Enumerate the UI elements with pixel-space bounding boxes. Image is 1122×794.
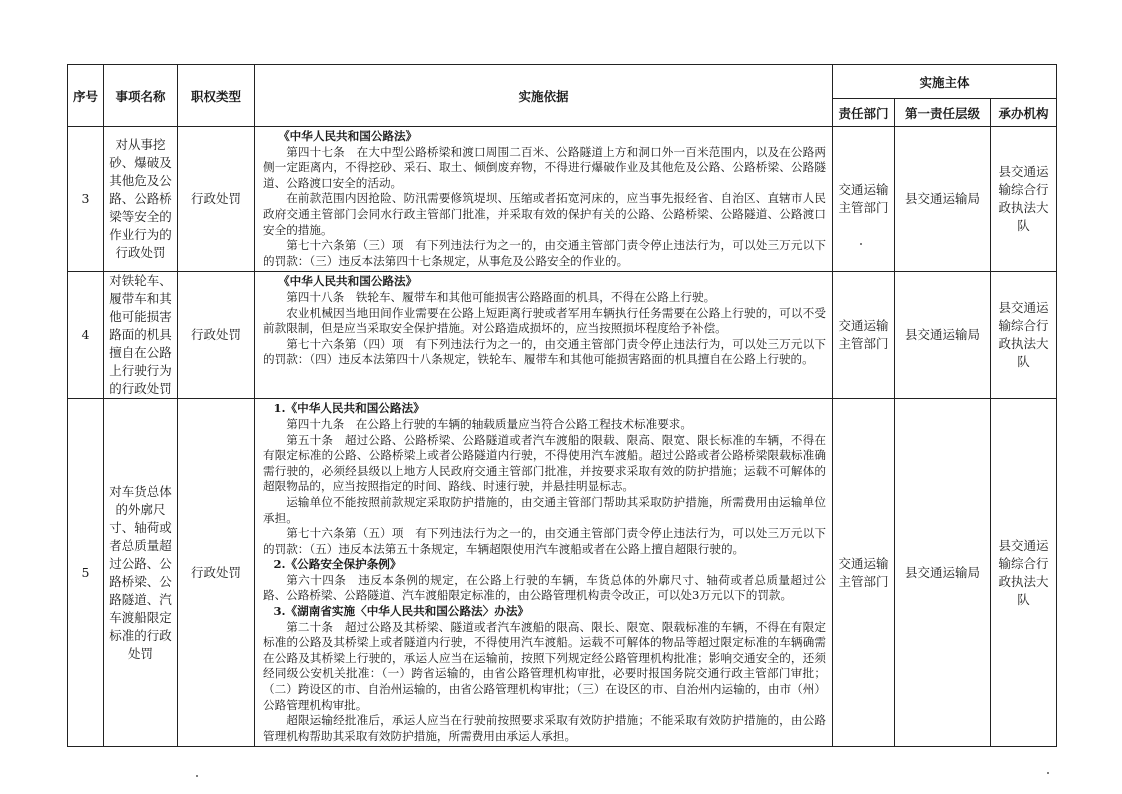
basis-paragraph: 第二十条 超过公路及其桥梁、隧道或者汽车渡船的限高、限长、限宽、限载标准的车辆，不得在有限定标准的公路及其桥梁上或者隧道内行驶，不得使用汽车渡船。运载不可解体的物品等超过限定标准的车辆确需在公路及其桥梁上行驶的，承运人应当在运输前，按照下列规定经公路管理机构批准；影响交通安全的，还须经同级公安机关批准：（一）跨省运输的，由省公路管理机构审批，必要时报国务院交通行政主管部门审批；（二）跨设区的市、自治州运输的，由省公路管理机构审批；（三）在设区的市、自治州内运输的，由市（州）公路管理机构审批。 (263, 619, 826, 712)
row-item-name: 对车货总体的外廓尺寸、轴荷或者总质量超过公路、公路桥梁、公路隧道、汽车渡船限定标准的行政处罚 (104, 399, 178, 747)
basis-law-title: 1.《中华人民共和国公路法》 (273, 401, 425, 416)
table-row (68, 127, 1057, 272)
row-seq: 5 (68, 399, 104, 747)
row-agency: 县交通运输综合行政执法大队 (991, 399, 1057, 747)
basis-law-title: 2.《公路安全保护条例》 (273, 557, 402, 572)
basis-paragraph: 第六十四条 违反本条例的规定，在公路上行驶的车辆，车货总体的外廓尺寸、轴荷或者总质量超过公路、公路桥梁、公路隧道、汽车渡船限定标准的，由公路管理机构责令改正，可以处3万元以下的罚款。 (263, 572, 826, 603)
basis-paragraph: 第五十条 超过公路、公路桥梁、公路隧道或者汽车渡船的限载、限高、限宽、限长标准的车辆，不得在有限定标准的公路、公路桥梁上或者公路隧道内行驶，不得使用汽车渡船。超过公路或者公路桥梁限载标准确需行驶的，必须经县级以上地方人民政府交通主管部门批准，并按要求采取有效的防护措施；运载不可解体的超限物品的，应当按照指定的时间、路线、时速行驶，并悬挂明显标志。 (263, 432, 826, 494)
enforcement-table (67, 64, 1057, 747)
row-basis (255, 399, 833, 747)
table-row (68, 272, 1057, 399)
scan-speck (1047, 772, 1049, 774)
row-first-level: 县交通运输局 (895, 127, 991, 272)
row-agency: 县交通运输综合行政执法大队 (991, 272, 1057, 399)
row-agency: 县交通运输综合行政执法大队 (991, 127, 1057, 272)
basis-law-title: 3.《湖南省实施〈中华人民共和国公路法〉办法》 (273, 604, 530, 619)
row-item-name: 对从事挖砂、爆破及其他危及公路、公路桥梁等安全的作业行为的行政处罚 (104, 127, 178, 272)
header-resp-dept: 责任部门 (833, 99, 895, 127)
header-item-name: 事项名称 (104, 65, 178, 127)
header-first-level: 第一责任层级 (895, 99, 991, 127)
row-seq: 4 (68, 272, 104, 399)
basis-paragraph: 第四十八条 铁轮车、履带车和其他可能损害公路路面的机具，不得在公路上行驶。 (286, 289, 716, 304)
table-row (68, 399, 1057, 747)
row-resp-dept: 交通运输主管部门 (833, 127, 895, 272)
basis-paragraph: 第四十七条 在大中型公路桥梁和渡口周围二百米、公路隧道上方和洞口外一百米范围内，以及在公路两侧一定距离内，不得挖砂、采石、取土、倾倒废弃物，不得进行爆破作业及其他危及公路、公路桥梁、公路隧道、公路渡口安全的活动。 (263, 144, 826, 190)
row-power-type: 行政处罚 (178, 272, 255, 399)
row-item-name: 对铁轮车、履带车和其他可能损害路面的机具擅自在公路上行驶行为的行政处罚 (104, 272, 178, 399)
header-agency: 承办机构 (991, 99, 1057, 127)
basis-paragraph: 在前款范围内因抢险、防汛需要修筑堤坝、压缩或者拓宽河床的，应当事先报经省、自治区、直辖市人民政府交通主管部门会同水行政主管部门批准，并采取有效的保护有关的公路、公路桥梁、公路隧道、公路渡口安全的措施。 (263, 191, 826, 237)
header-subject: 实施主体 (833, 65, 1057, 99)
basis-paragraph: 第七十六条第（三）项 有下列违法行为之一的，由交通主管部门责令停止违法行为，可以处三万元以下的罚款：（三）违反本法第四十七条规定，从事危及公路安全的作业的。 (263, 238, 826, 268)
basis-law-title: 《中华人民共和国公路法》 (278, 129, 418, 143)
row-power-type: 行政处罚 (178, 399, 255, 747)
row-resp-dept: 交通运输主管部门 (833, 399, 895, 747)
basis-paragraph: 超限运输经批准后，承运人应当在行驶前按照要求采取有效防护措施；不能采取有效防护措施的，由公路管理机构帮助其采取有效防护措施，所需费用由承运人承担。 (263, 713, 826, 743)
row-basis (255, 127, 833, 272)
basis-paragraph: 农业机械因当地田间作业需要在公路上短距离行驶或者军用车辆执行任务需要在公路上行驶的，可以不受前款限制，但是应当采取安全保护措施。对公路造成损坏的，应当按照损坏程度给予补偿。 (263, 305, 826, 336)
row-resp-dept: 交通运输主管部门 (833, 272, 895, 399)
header-row (68, 65, 1057, 99)
header-power-type: 职权类型 (178, 65, 255, 127)
row-first-level: 县交通运输局 (895, 272, 991, 399)
basis-paragraph: 第七十六条第（四）项 有下列违法行为之一的，由交通主管部门责令停止违法行为，可以处三万元以下的罚款：（四）违反本法第四十八条规定，铁轮车、履带车和其他可能损害路面的机具擅自在公路上行驶的。 (263, 336, 826, 367)
basis-paragraph: 第七十六条第（五）项 有下列违法行为之一的，由交通主管部门责令停止违法行为，可以处三万元以下的罚款：（五）违反本法第五十条规定，车辆超限使用汽车渡船或者在公路上擅自超限行驶的。 (263, 526, 826, 556)
header-seq: 序号 (68, 65, 104, 127)
row-basis (255, 272, 833, 399)
header-basis: 实施依据 (255, 65, 833, 127)
scan-speck (196, 775, 198, 777)
row-seq: 3 (68, 127, 104, 272)
row-power-type: 行政处罚 (178, 127, 255, 272)
basis-paragraph: 运输单位不能按照前款规定采取防护措施的，由交通主管部门帮助其采取防护措施，所需费用由运输单位承担。 (263, 494, 826, 525)
row-first-level: 县交通运输局 (895, 399, 991, 747)
basis-paragraph: 第四十九条 在公路上行驶的车辆的轴载质量应当符合公路工程技术标准要求。 (286, 416, 692, 431)
basis-law-title: 《中华人民共和国公路法》 (278, 274, 418, 289)
scan-speck (860, 243, 862, 245)
